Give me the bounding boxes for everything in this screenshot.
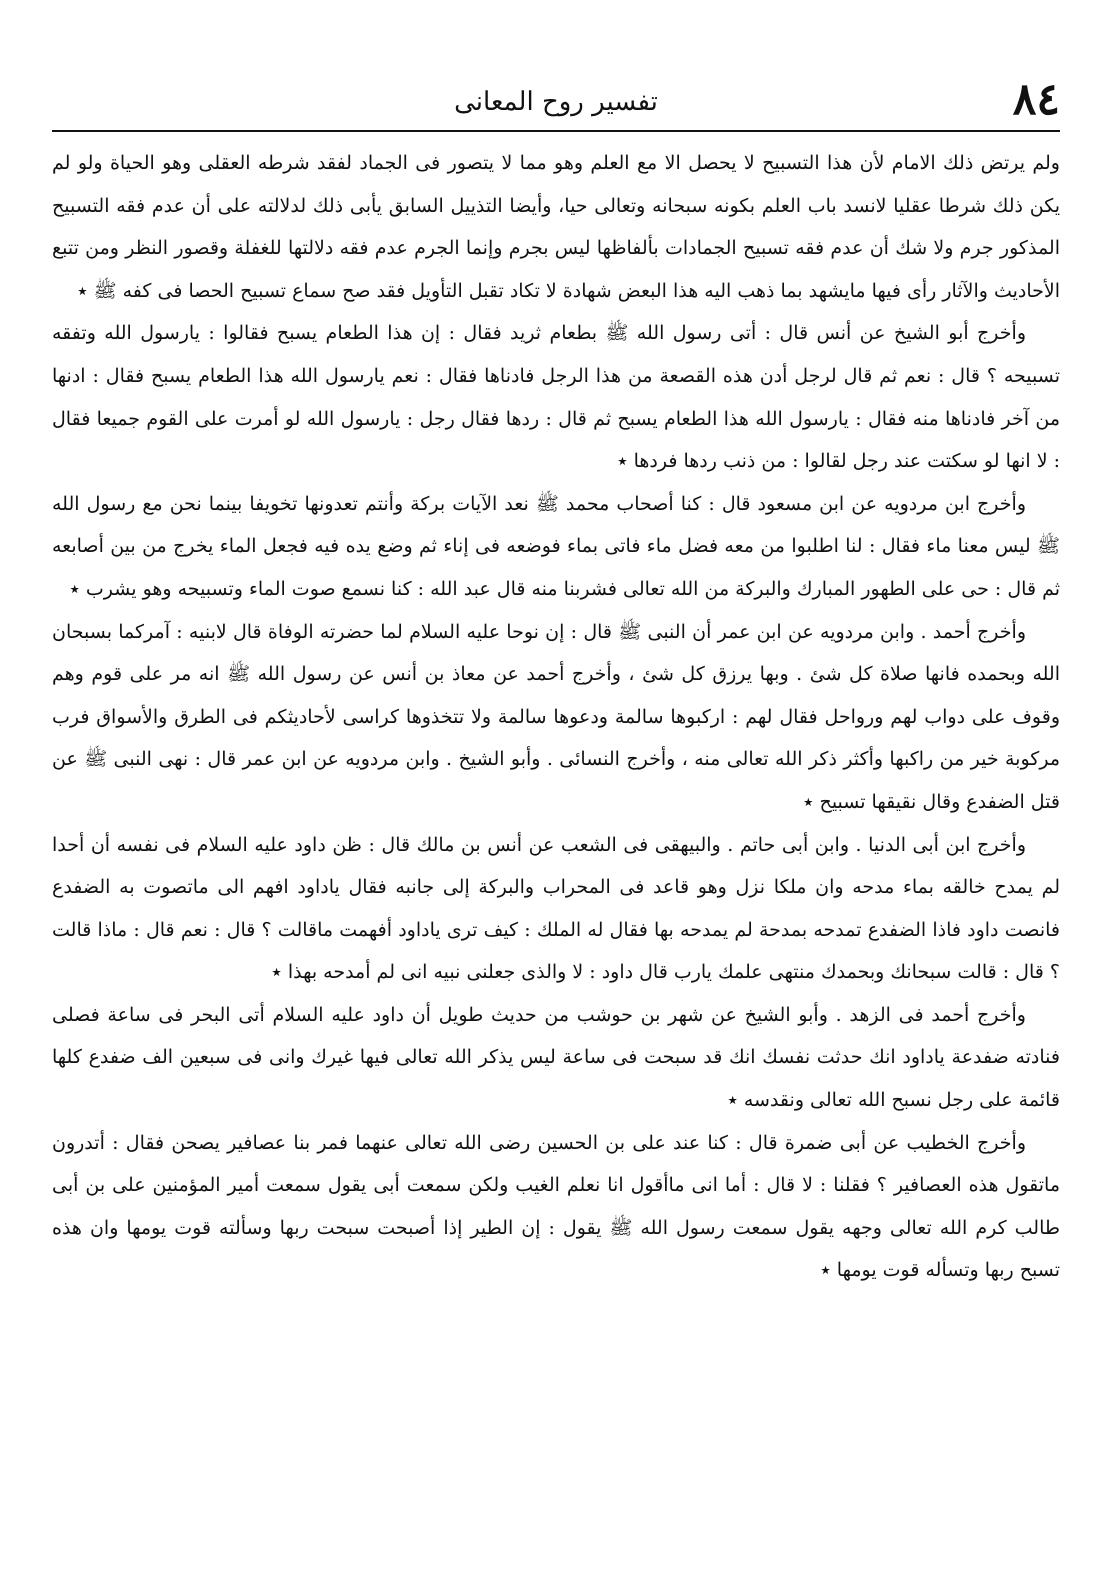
- paragraph: وأخرج أحمد فى الزهد . وأبو الشيخ عن شهر بن حوشب من حديث طويل أن داود عليه السلام أتى البحر فى ساعة فصلى فنادته ضفدعة ياداود انك حدثت نفسك انك قد سبحت فى ساعة ليس يذكر الله تعالى فيها غيرك وانى فى سبعين الف ضفدع كلها قائمة على رجل نسبح الله تعالى ونقدسه ٭: [52, 1003, 1060, 1112]
- paragraph: وأخرج ابن أبى الدنيا . وابن أبى حاتم . والبيهقى فى الشعب عن أنس بن مالك قال : ظن داود عليه السلام فى نفسه أن أحدا لم يمدح خالقه بماء مدحه وان ملكا نزل وهو قاعد فى المحراب والبركة إلى جانبه فقال ياداود افهم الى ماتصوت به الضفدع فانصت داود فاذا الضفدع تمدحه بمدحة لم يمدحه بها فقال له الملك : كيف ترى ياداود أفهمت ماقالت ؟ قال : نعم قال : ماذا قالت ؟ قال : قالت سبحانك وبحمدك منتهى علمك يارب قال داود : لا والذى جعلنى نبيه انى لم أمدحه بهذا ٭: [52, 833, 1060, 984]
- paragraph: وأخرج ابن مردويه عن ابن مسعود قال : كنا أصحاب محمد ﷺ نعد الآيات بركة وأنتم تعدونها تخويفا بينما نحن مع رسول الله ﷺ ليس معنا ماء فقال : لنا اطلبوا من معه فضل ماء فاتى بماء فوضعه فى إناء ثم وضع يده فيه فجعل الماء يخرج من بين أصابعه ثم قال : حى على الطهور المبارك والبركة من الله تعالى فشربنا منه قال عبد الله : كنا نسمع صوت الماء وتسبيحه وهو يشرب ٭: [52, 492, 1060, 600]
- paragraph: وأخرج الخطيب عن أبى ضمرة قال : كنا عند على بن الحسين رضى الله تعالى عنهما فمر بنا عصافير يصحن فقال : أتدرون ماتقول هذه العصافير ؟ فقلنا : لا قال : أما انى ماأقول انا نعلم الغيب ولكن سمعت أبى يقول سمعت أمير المؤمنين على بن أبى طالب كرم الله تعالى وجهه يقول سمعت رسول الله ﷺ يقول : إن الطير إذا أصبحت سبحت ربها وسألته قوت يومها وان هذه تسبح ربها وتسأله قوت يومها ٭: [52, 1131, 1060, 1282]
- page-header: [52, 72, 1060, 132]
- paragraph: ولم يرتض ذلك الامام لأن هذا التسبيح لا يحصل الا مع العلم وهو مما لا يتصور فى الجماد لفقد شرطه العقلى وهو الحياة ولو لم يكن ذلك شرطا عقليا لانسد باب العلم بكونه سبحانه وتعالى حيا، وأيضا التذييل السابق يأبى ذلك لدلالته على أن عدم فقه التسبيح المذكور جرم ولا شك أن عدم فقه تسبيح الجمادات بألفاظها ليس بجرم وإنما الجرم عدم فقه دلالتها للغفلة وقصور النظر ومن تتبع الأحاديث والآثار رأى فيها مايشهد بما ذهب اليه هذا البعض شهادة لا تكاد تقبل التأويل فقد صح سماع تسبيح الحصا فى كفه ﷺ ٭: [52, 152, 1060, 302]
- page-body: [52, 142, 1060, 1292]
- page-number: ٨٤: [1012, 74, 1060, 125]
- paragraph: وأخرج أحمد . وابن مردويه عن ابن عمر أن النبى ﷺ قال : إن نوحا عليه السلام لما حضرته الوفاة قال لابنيه : آمركما بسبحان الله وبحمده فانها صلاة كل شئ . وبها يرزق كل شئ ، وأخرج أحمد عن معاذ بن أنس عن رسول الله ﷺ انه مر على قوم وهم وقوف على دواب لهم ورواحل فقال لهم : اركبوها سالمة ودعوها سالمة ولا تتخذوها كراسى لأحاديثكم فى الطرق والأسواق فرب مركوبة خير من راكبها وأكثر ذكر الله تعالى منه ، وأخرج النسائى . وأبو الشيخ . وابن مردويه عن ابن عمر قال : نهى النبى ﷺ عن قتل الضفدع وقال نقيقها تسبيح ٭: [52, 620, 1060, 813]
- paragraph: وأخرج أبو الشيخ عن أنس قال : أتى رسول الله ﷺ بطعام ثريد فقال : إن هذا الطعام يسبح فقالوا : يارسول الله وتفقه تسبيحه ؟ قال : نعم ثم قال لرجل أدن هذه القصعة من هذا الرجل فادناها فقال : نعم يارسول الله هذا الطعام يسبح فقال : ادنها من آخر فادناها منه فقال : يارسول الله هذا الطعام يسبح ثم قال : ردها فقال رجل : يارسول الله لو أمرت على القوم جميعا فقال : لا انها لو سكتت عند رجل لقالوا : من ذنب ردها فردها ٭: [52, 322, 1060, 473]
- running-title: تفسير روح المعانى: [454, 87, 658, 117]
